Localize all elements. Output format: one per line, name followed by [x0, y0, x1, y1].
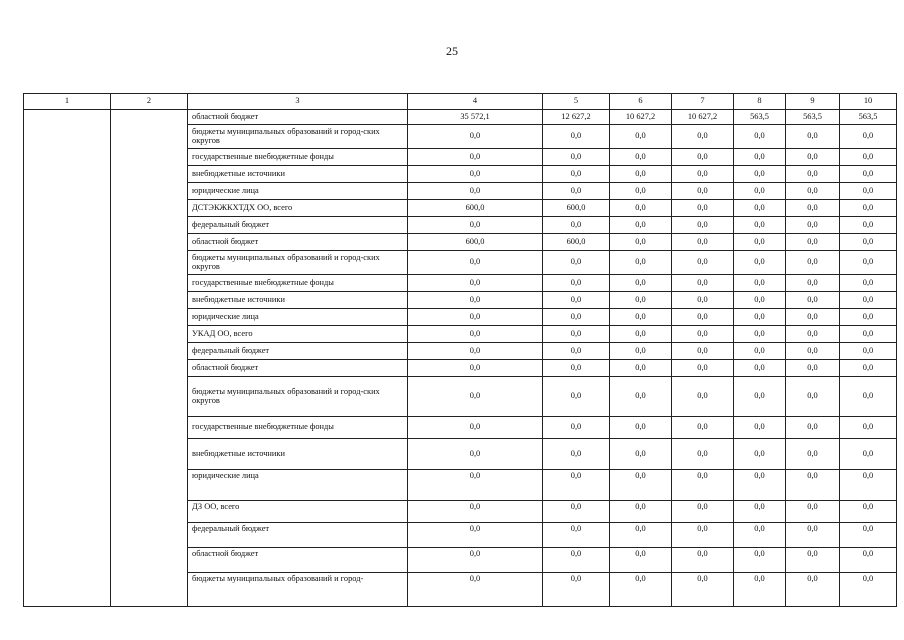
value-cell: 0,0	[840, 439, 897, 470]
value-cell: 0,0	[408, 125, 543, 149]
row-label: бюджеты муниципальных образований и город-ских округов	[188, 377, 408, 417]
value-cell: 0,0	[734, 251, 786, 275]
value-cell: 0,0	[543, 166, 610, 183]
row-label: внебюджетные источники	[188, 166, 408, 183]
value-cell: 0,0	[840, 149, 897, 166]
value-cell: 0,0	[408, 292, 543, 309]
value-cell: 0,0	[786, 501, 840, 523]
value-cell: 0,0	[672, 217, 734, 234]
value-cell: 0,0	[734, 234, 786, 251]
column-number: 10	[840, 94, 897, 110]
value-cell: 0,0	[786, 343, 840, 360]
value-cell: 0,0	[734, 183, 786, 200]
value-cell: 0,0	[672, 125, 734, 149]
value-cell: 0,0	[786, 470, 840, 501]
value-cell: 0,0	[672, 548, 734, 573]
value-cell: 0,0	[543, 217, 610, 234]
value-cell: 0,0	[543, 501, 610, 523]
value-cell: 0,0	[840, 470, 897, 501]
value-cell: 35 572,1	[408, 110, 543, 125]
column-number: 3	[188, 94, 408, 110]
value-cell: 0,0	[786, 251, 840, 275]
value-cell: 0,0	[543, 292, 610, 309]
value-cell: 0,0	[734, 573, 786, 607]
row-label: областной бюджет	[188, 360, 408, 377]
value-cell: 0,0	[734, 292, 786, 309]
value-cell: 0,0	[610, 439, 672, 470]
value-cell: 0,0	[408, 360, 543, 377]
value-cell: 0,0	[734, 166, 786, 183]
value-cell: 0,0	[408, 251, 543, 275]
value-cell: 0,0	[672, 377, 734, 417]
value-cell: 563,5	[840, 110, 897, 125]
row-label: государственные внебюджетные фонды	[188, 417, 408, 439]
row-label: внебюджетные источники	[188, 292, 408, 309]
value-cell: 0,0	[672, 292, 734, 309]
value-cell: 0,0	[734, 309, 786, 326]
value-cell: 0,0	[840, 501, 897, 523]
row-label: федеральный бюджет	[188, 217, 408, 234]
value-cell: 0,0	[672, 417, 734, 439]
value-cell: 0,0	[786, 149, 840, 166]
column-number: 2	[111, 94, 188, 110]
value-cell: 0,0	[610, 217, 672, 234]
value-cell: 563,5	[734, 110, 786, 125]
budget-table	[23, 93, 897, 607]
value-cell: 0,0	[610, 166, 672, 183]
row-label: областной бюджет	[188, 234, 408, 251]
value-cell: 0,0	[734, 326, 786, 343]
value-cell: 0,0	[840, 292, 897, 309]
table-body	[24, 110, 897, 607]
value-cell: 0,0	[840, 200, 897, 217]
value-cell: 0,0	[786, 234, 840, 251]
value-cell: 0,0	[610, 417, 672, 439]
value-cell: 0,0	[840, 377, 897, 417]
column-number-row	[24, 94, 897, 110]
value-cell: 0,0	[786, 125, 840, 149]
value-cell: 0,0	[840, 125, 897, 149]
value-cell: 0,0	[672, 501, 734, 523]
value-cell: 10 627,2	[610, 110, 672, 125]
value-cell: 0,0	[610, 326, 672, 343]
value-cell: 0,0	[734, 200, 786, 217]
value-cell: 0,0	[610, 149, 672, 166]
row-label: юридические лица	[188, 470, 408, 501]
value-cell: 0,0	[408, 417, 543, 439]
value-cell: 0,0	[610, 275, 672, 292]
value-cell: 0,0	[786, 309, 840, 326]
value-cell: 0,0	[786, 217, 840, 234]
value-cell: 0,0	[610, 125, 672, 149]
value-cell: 0,0	[672, 149, 734, 166]
value-cell: 0,0	[672, 523, 734, 548]
value-cell: 0,0	[408, 501, 543, 523]
row-label: юридические лица	[188, 183, 408, 200]
value-cell: 0,0	[734, 501, 786, 523]
value-cell: 0,0	[840, 275, 897, 292]
value-cell: 0,0	[672, 234, 734, 251]
value-cell: 0,0	[543, 326, 610, 343]
value-cell: 0,0	[672, 360, 734, 377]
value-cell: 0,0	[610, 251, 672, 275]
value-cell: 0,0	[672, 251, 734, 275]
value-cell: 0,0	[672, 200, 734, 217]
value-cell: 0,0	[408, 326, 543, 343]
value-cell: 0,0	[543, 470, 610, 501]
value-cell: 0,0	[543, 183, 610, 200]
value-cell: 0,0	[786, 275, 840, 292]
value-cell: 0,0	[408, 183, 543, 200]
value-cell: 0,0	[610, 292, 672, 309]
row-label: государственные внебюджетные фонды	[188, 149, 408, 166]
column-number: 8	[734, 94, 786, 110]
value-cell: 0,0	[408, 166, 543, 183]
value-cell: 0,0	[610, 501, 672, 523]
value-cell: 0,0	[786, 417, 840, 439]
value-cell: 0,0	[734, 439, 786, 470]
page-number: 25	[446, 44, 458, 58]
value-cell: 0,0	[408, 548, 543, 573]
value-cell: 0,0	[610, 548, 672, 573]
value-cell: 0,0	[786, 377, 840, 417]
value-cell: 0,0	[786, 523, 840, 548]
value-cell: 0,0	[610, 343, 672, 360]
value-cell: 0,0	[734, 417, 786, 439]
value-cell: 0,0	[672, 470, 734, 501]
column-number: 6	[610, 94, 672, 110]
value-cell: 0,0	[786, 548, 840, 573]
value-cell: 0,0	[543, 343, 610, 360]
value-cell: 0,0	[672, 183, 734, 200]
value-cell: 0,0	[734, 377, 786, 417]
value-cell: 0,0	[543, 360, 610, 377]
value-cell: 0,0	[840, 234, 897, 251]
value-cell: 0,0	[734, 149, 786, 166]
row-label: областной бюджет	[188, 110, 408, 125]
row-label: областной бюджет	[188, 548, 408, 573]
value-cell: 0,0	[610, 183, 672, 200]
value-cell: 0,0	[840, 217, 897, 234]
value-cell: 0,0	[786, 166, 840, 183]
value-cell: 0,0	[734, 523, 786, 548]
value-cell: 0,0	[786, 183, 840, 200]
value-cell: 12 627,2	[543, 110, 610, 125]
value-cell: 0,0	[786, 360, 840, 377]
value-cell: 0,0	[672, 326, 734, 343]
value-cell: 10 627,2	[672, 110, 734, 125]
row-label: ДСТЭКЖКХТДХ ОО, всего	[188, 200, 408, 217]
value-cell: 0,0	[840, 166, 897, 183]
value-cell: 0,0	[672, 439, 734, 470]
value-cell: 0,0	[543, 125, 610, 149]
value-cell: 563,5	[786, 110, 840, 125]
value-cell: 0,0	[408, 309, 543, 326]
value-cell: 0,0	[734, 125, 786, 149]
value-cell: 0,0	[543, 275, 610, 292]
value-cell: 0,0	[543, 149, 610, 166]
value-cell: 0,0	[610, 523, 672, 548]
column-number: 7	[672, 94, 734, 110]
value-cell: 0,0	[610, 573, 672, 607]
value-cell: 0,0	[408, 470, 543, 501]
value-cell: 0,0	[610, 200, 672, 217]
value-cell: 0,0	[543, 573, 610, 607]
value-cell: 0,0	[840, 251, 897, 275]
value-cell: 0,0	[786, 326, 840, 343]
value-cell: 0,0	[672, 166, 734, 183]
value-cell: 0,0	[840, 417, 897, 439]
value-cell: 0,0	[408, 439, 543, 470]
row-label: ДЗ ОО, всего	[188, 501, 408, 523]
column-number: 5	[543, 94, 610, 110]
value-cell: 0,0	[840, 343, 897, 360]
value-cell: 0,0	[408, 523, 543, 548]
value-cell: 0,0	[543, 439, 610, 470]
value-cell: 0,0	[672, 309, 734, 326]
value-cell: 600,0	[543, 234, 610, 251]
value-cell: 0,0	[786, 439, 840, 470]
row-label: внебюджетные источники	[188, 439, 408, 470]
value-cell: 0,0	[408, 275, 543, 292]
value-cell: 0,0	[408, 343, 543, 360]
value-cell: 600,0	[408, 200, 543, 217]
column-number: 4	[408, 94, 543, 110]
value-cell: 0,0	[734, 470, 786, 501]
value-cell: 0,0	[543, 548, 610, 573]
value-cell: 0,0	[840, 183, 897, 200]
value-cell: 0,0	[734, 548, 786, 573]
value-cell: 0,0	[840, 573, 897, 607]
row-label: государственные внебюджетные фонды	[188, 275, 408, 292]
value-cell: 0,0	[408, 149, 543, 166]
value-cell: 0,0	[610, 309, 672, 326]
value-cell: 0,0	[610, 360, 672, 377]
value-cell: 0,0	[610, 377, 672, 417]
value-cell: 0,0	[543, 251, 610, 275]
value-cell: 0,0	[543, 523, 610, 548]
value-cell: 0,0	[672, 275, 734, 292]
value-cell: 0,0	[672, 573, 734, 607]
value-cell: 0,0	[610, 470, 672, 501]
column-2-cell	[111, 110, 188, 607]
value-cell: 0,0	[543, 377, 610, 417]
value-cell: 0,0	[840, 523, 897, 548]
row-label: бюджеты муниципальных образований и город-	[188, 573, 408, 607]
value-cell: 0,0	[840, 326, 897, 343]
value-cell: 0,0	[840, 548, 897, 573]
value-cell: 0,0	[734, 360, 786, 377]
table-row	[24, 110, 897, 125]
value-cell: 0,0	[840, 309, 897, 326]
value-cell: 0,0	[408, 377, 543, 417]
value-cell: 0,0	[408, 217, 543, 234]
value-cell: 0,0	[734, 217, 786, 234]
row-label: федеральный бюджет	[188, 523, 408, 548]
value-cell: 0,0	[408, 573, 543, 607]
row-label: УКАД ОО, всего	[188, 326, 408, 343]
value-cell: 0,0	[734, 343, 786, 360]
value-cell: 0,0	[786, 292, 840, 309]
row-label: федеральный бюджет	[188, 343, 408, 360]
column-number: 9	[786, 94, 840, 110]
row-label: юридические лица	[188, 309, 408, 326]
value-cell: 0,0	[734, 275, 786, 292]
column-1-cell	[24, 110, 111, 607]
value-cell: 600,0	[543, 200, 610, 217]
row-label: бюджеты муниципальных образований и город-ских округов	[188, 125, 408, 149]
value-cell: 0,0	[786, 200, 840, 217]
value-cell: 0,0	[672, 343, 734, 360]
column-number: 1	[24, 94, 111, 110]
value-cell: 0,0	[786, 573, 840, 607]
value-cell: 0,0	[543, 417, 610, 439]
value-cell: 600,0	[408, 234, 543, 251]
row-label: бюджеты муниципальных образований и город-ских округов	[188, 251, 408, 275]
value-cell: 0,0	[543, 309, 610, 326]
value-cell: 0,0	[840, 360, 897, 377]
value-cell: 0,0	[610, 234, 672, 251]
